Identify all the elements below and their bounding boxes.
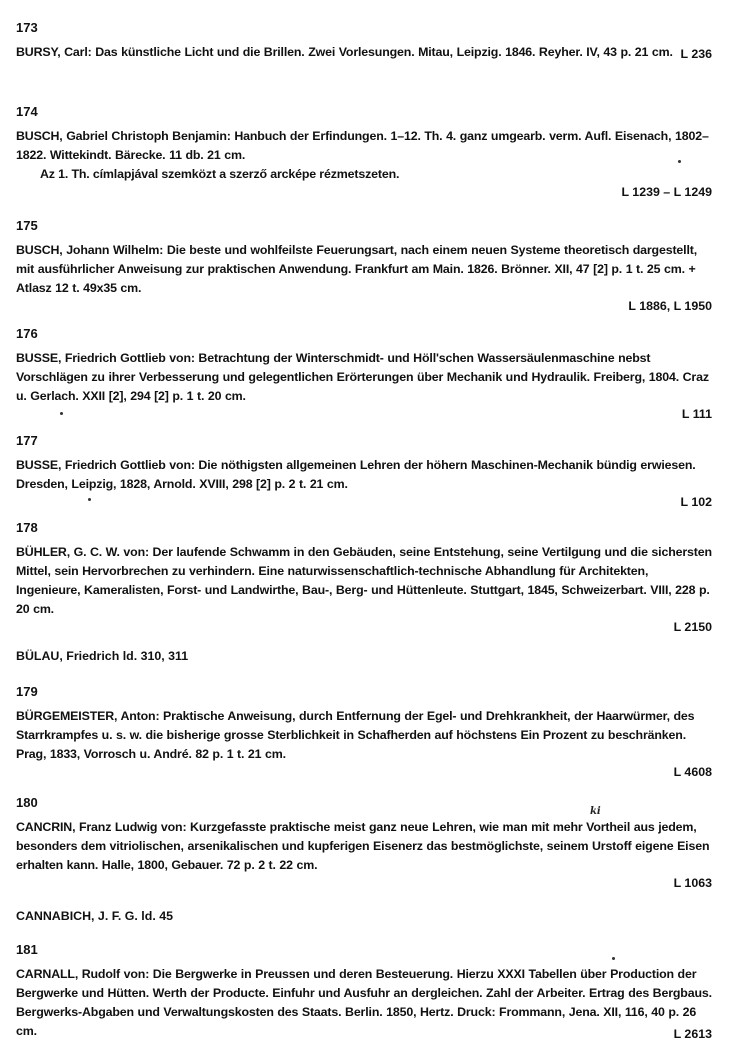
entry-author: BUSCH, Gabriel Christoph Benjamin:: [16, 129, 231, 143]
xref-text: Friedrich ld. 310, 311: [62, 649, 189, 663]
entry-shelfmark: L 2150: [673, 620, 712, 634]
entry-text: Die Bergwerke in Preussen und deren Besteuerung. Hierzu XXXI Tabellen über Production der Bergwerke und Hütten. Werth der Producte. Einfuhr und Ausfuhr an dergleichen. Zahl der Arbeiter. Ertrag des Bergbaus. Bergwerks-Abgaben und Verwaltungskosten des Staats. Berlin. 1850, Hertz. Druck: Frommann, Jena. XII, 116, 40 p. 26 cm.: [16, 967, 712, 1038]
entry-text: Der laufende Schwamm in den Gebäuden, seine Entstehung, seine Vertilgung und die sichersten Mittel, sein Hervorbrechen zu verhindern. Eine naturwissenschaftlich-technische Abhandlung für Architekten, Ingenieure, Kameralisten, Forst- und Landwirthe, Bau-, Berg- und Hüttenleute. Stuttgart, 1845, Schweizerbart. VIII, 228 p. 20 cm.: [16, 545, 712, 616]
entry-author: BURSY, Carl:: [16, 45, 92, 59]
entry-description: [16, 241, 716, 298]
entry-text: Die nöthigsten allgemeinen Lehren der höhern Maschinen-Mechanik bündig erwiesen. Dresden, Leipzig, 1828, Arnold. XVIII, 298 [2] p. 2 t. 21 cm.: [16, 458, 696, 491]
entry-description: [16, 456, 716, 494]
entry-text: Hanbuch der Erfindungen. 1–12. Th. 4. ganz umgearb. verm. Aufl. Eisenach, 1802–1822. Wittekindt. Bärecke. 11 db. 21 cm.: [16, 129, 709, 162]
cross-reference-cannabich: [16, 908, 173, 925]
entry-author: BUSCH, Johann Wilhelm:: [16, 243, 164, 257]
entry-author: CANCRIN, Franz Ludwig von:: [16, 820, 187, 834]
entry-note: Az 1. Th. címlapjával szemközt a szerző arcképe rézmetszeten.: [40, 167, 400, 181]
entry-number: 176: [16, 326, 38, 341]
entry-description: [16, 707, 716, 764]
print-speck: [60, 412, 63, 415]
entry-description: [16, 349, 716, 406]
entry-number: 178: [16, 520, 38, 535]
entry-author: BÜRGEMEISTER, Anton:: [16, 709, 160, 723]
entry-text: Kurzgefasste praktische meist ganz neue Lehren, wie man mit mehr Vortheil aus jedem, besonders dem vitriolischen, arsenikalischen und kupferigen Eisenerz das bestmöglichste, seinem Urstoff eigene Eisen erhalten kann. Halle, 1800, Gebauer. 72 p. 2 t. 22 cm.: [16, 820, 710, 872]
xref-author: CANNABICH,: [16, 909, 95, 923]
catalog-entry-180: [16, 795, 716, 892]
entry-author: BUSSE, Friedrich Gottlieb von:: [16, 351, 195, 365]
xref-text: J. F. G. ld. 45: [94, 909, 173, 923]
cross-reference-bulau: [16, 648, 188, 665]
entry-number: 174: [16, 104, 38, 119]
catalog-entry-176: [16, 326, 716, 423]
entry-description: [16, 543, 716, 619]
xref-author: BÜLAU,: [16, 649, 63, 663]
entry-shelfmark: L 1886, L 1950: [628, 299, 712, 313]
entry-description: [16, 818, 716, 875]
entry-shelfmark: L 1063: [673, 876, 712, 890]
entry-shelfmark: L 236: [680, 47, 712, 61]
catalog-entry-181: [16, 942, 716, 1043]
entry-number: 175: [16, 218, 38, 233]
entry-shelfmark: L 111: [681, 407, 712, 421]
catalog-entry-175: [16, 218, 716, 315]
entry-number: 173: [16, 20, 38, 35]
entry-shelfmark: L 4608: [673, 765, 712, 779]
entry-author: BUSSE, Friedrich Gottlieb von:: [16, 458, 195, 472]
entry-number: 181: [16, 942, 38, 957]
entry-number: 180: [16, 795, 38, 810]
catalog-entry-178: [16, 520, 716, 636]
entry-number: 179: [16, 684, 38, 699]
entry-shelfmark: L 1239 – L 1249: [621, 185, 712, 199]
print-speck: [88, 498, 91, 501]
catalog-entry-173: [16, 20, 716, 63]
entry-text: Das künstliche Licht und die Brillen. Zwei Vorlesungen. Mitau, Leipzig. 1846. Reyher. IV, 43 p. 21 cm.: [91, 45, 673, 59]
entry-text: Praktische Anweisung, durch Entfernung der Egel- und Drehkrankheit, der Haarwürmer, des Starrkrampfes u. s. w. die bisherige grosse Sterblichkeit in Schafherden auf höchstens Ein Prozent zu beschränken. Prag, 1833, Vorrosch u. André. 82 p. 1 t. 21 cm.: [16, 709, 695, 761]
print-speck: [612, 957, 615, 960]
entry-shelfmark: L 2613: [673, 1027, 712, 1041]
entry-author: CARNALL, Rudolf von:: [16, 967, 150, 981]
entry-text: Betrachtung der Winterschmidt- und Höll'schen Wassersäulenmaschine nebst Vorschlägen zu ihrer Verbesserung und gelegentlichen Erörterungen über Mechanik und Hydraulik. Freiberg, 1804. Craz u. Gerlach. XXII [2], 294 [2] p. 1 t. 20 cm.: [16, 351, 709, 403]
print-speck: [678, 160, 681, 163]
entry-text: Die beste und wohlfeilste Feuerungsart, nach einem neuen Systeme theoretisch dargestellt, mit ausführlicher Anweisung zur praktischen Anwendung. Frankfurt am Main. 1826. Brönner. XII, 47 [2] p. 1 t. 25 cm. + Atlasz 12 t. 49x35 cm.: [16, 243, 698, 295]
entry-number: 177: [16, 433, 38, 448]
catalog-entry-177: [16, 433, 716, 511]
catalog-entry-179: [16, 684, 716, 781]
entry-description: [16, 127, 716, 165]
handwritten-annotation: ki: [590, 806, 601, 817]
entry-author: BÜHLER, G. C. W. von:: [16, 545, 149, 559]
entry-description: [16, 43, 716, 62]
catalog-entry-174: [16, 104, 716, 201]
entry-shelfmark: L 102: [680, 495, 712, 509]
